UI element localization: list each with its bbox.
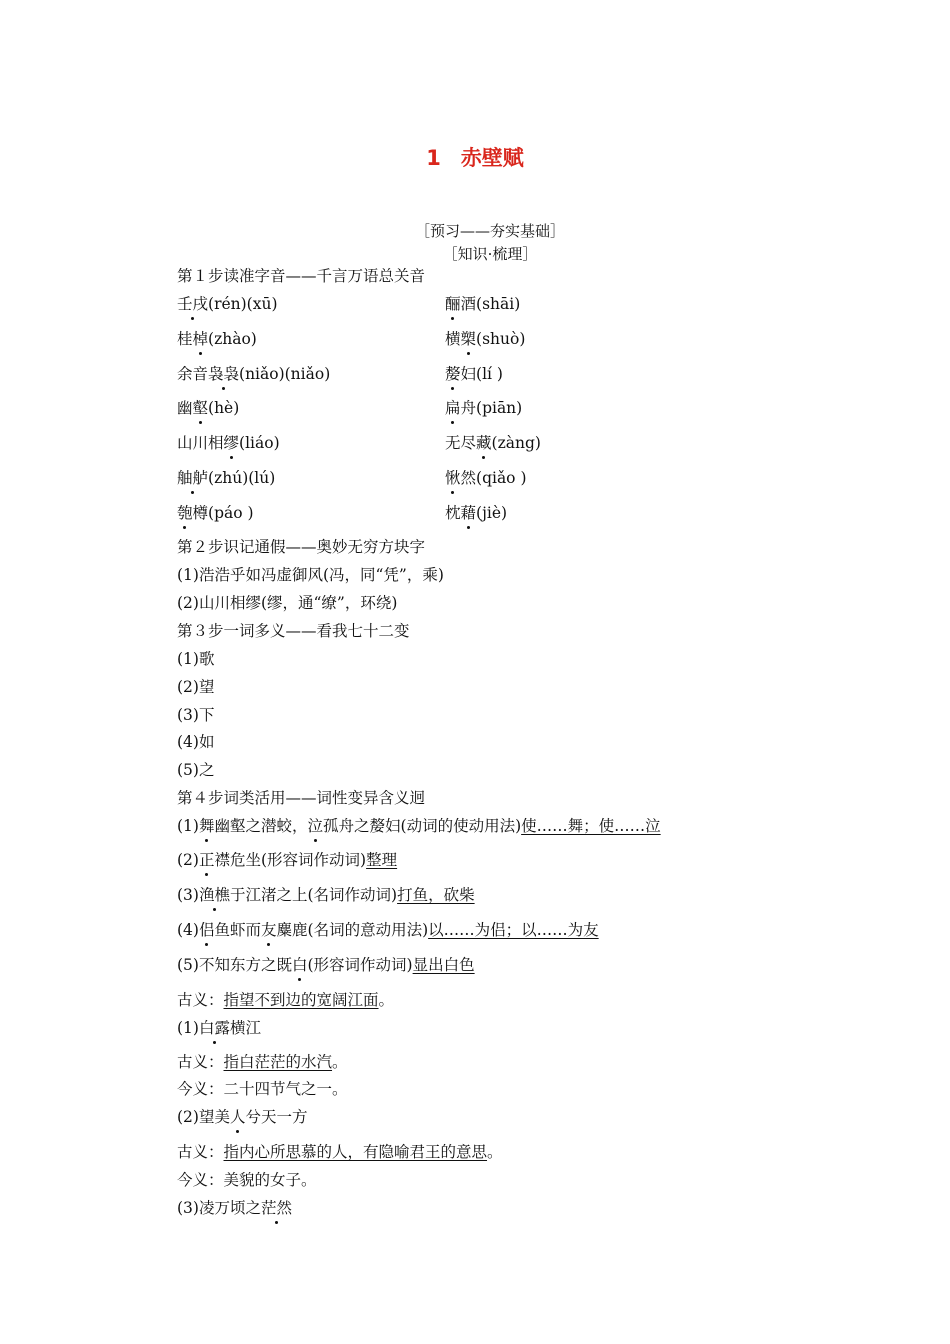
pinyin-item: 幽壑(hè) [177,399,240,417]
ancient-meaning: 古义：指白茫茫的水汽。 [177,1053,348,1071]
pinyin-item: 桂棹(zhào) [177,330,257,348]
section-knowledge: ［知识·梳理］ [442,245,538,263]
polysemy-item: (2)望 [177,678,215,696]
section-preview: ［预习——夯实基础］ [414,222,565,240]
title-number: 1 [426,146,441,170]
pinyin-item: 无尽藏(zàng) [445,434,541,452]
ancient-meaning: 古义：指内心所思慕的人，有隐喻君王的意思。 [177,1143,503,1161]
modern-meaning: 今义：美貌的女子。 [177,1171,317,1189]
conversion-item: (1)舞幽壑之潜蛟，泣孤舟之嫠妇(动词的使动用法)使……舞；使……泣 [177,817,661,835]
step4-heading: 第４步词类活用——词性变异含义迥 [177,789,426,807]
pinyin-item: 嫠妇(lí ) [445,365,503,383]
meaning-item: (3)凌万顷之茫然 [177,1199,292,1217]
answer: 以……为侣；以……为友 [428,921,599,939]
pinyin-item: 匏樽(páo ) [177,504,254,522]
title-text: 赤壁赋 [460,146,524,170]
polysemy-item: (1)歌 [177,650,215,668]
pinyin-item: 酾酒(shāi) [445,295,521,313]
page-title [0,142,950,172]
conversion-item: (5)不知东方之既白(形容词作动词)显出白色 [177,956,475,974]
step2-heading: 第２步识记通假——奥妙无穷方块字 [177,538,426,556]
pinyin-item: 横槊(shuò) [445,330,526,348]
answer: 使……舞；使……泣 [521,817,661,835]
answer: 整理 [366,851,398,869]
answer: 打鱼，砍柴 [397,886,475,904]
ancient-meaning: 古义：指望不到边的宽阔江面。 [177,991,395,1009]
meaning-item: (1)白露横江 [177,1019,261,1037]
pinyin-item: 余音袅袅(niǎo)(niǎo) [177,365,331,383]
modern-meaning: 今义：二十四节气之一。 [177,1080,348,1098]
step3-heading: 第３步一词多义——看我七十二变 [177,622,410,640]
answer: 显出白色 [412,956,475,974]
polysemy-item: (4)如 [177,733,215,751]
conversion-item: (3)渔樵于江渚之上(名词作动词)打鱼，砍柴 [177,886,475,904]
tongjia-item: (1)浩浩乎如冯虚御风(冯，同“凭”，乘) [177,566,444,584]
conversion-item: (4)侣鱼虾而友麋鹿(名词的意动用法)以……为侣；以……为友 [177,921,599,939]
conversion-item: (2)正襟危坐(形容词作动词)整理 [177,851,398,869]
meaning-item: (2)望美人兮天一方 [177,1108,308,1126]
pinyin-item: 愀然(qiǎo ) [445,469,527,487]
tongjia-item: (2)山川相缪(缪，通“缭”，环绕) [177,594,398,612]
polysemy-item: (5)之 [177,761,215,779]
pinyin-item: 舳舻(zhú)(lú) [177,469,276,487]
polysemy-item: (3)下 [177,706,215,724]
step1-heading: 第１步读准字音——千言万语总关音 [177,267,426,285]
pinyin-item: 壬戌(rén)(xū) [177,295,278,313]
pinyin-item: 山川相缪(liáo) [177,434,280,452]
pinyin-item: 枕藉(jiè) [445,504,508,522]
pinyin-item: 扁舟(piān) [445,399,523,417]
